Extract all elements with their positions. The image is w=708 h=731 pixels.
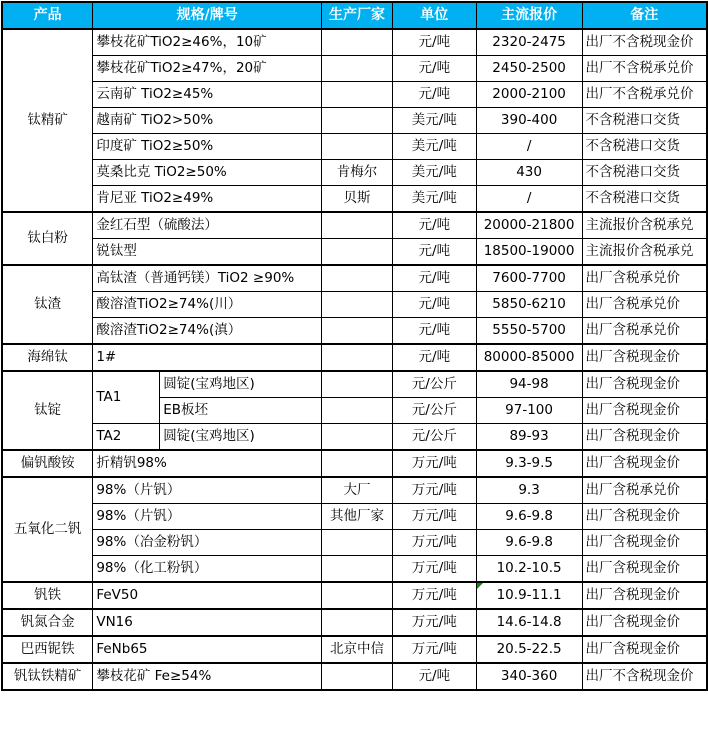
table-row xyxy=(2,424,707,451)
cell-price[interactable]: 430 xyxy=(476,160,582,186)
table-row xyxy=(2,212,707,239)
table-row xyxy=(2,530,707,556)
cell-note[interactable]: 出厂含税现金价 xyxy=(582,424,707,451)
table-row xyxy=(2,82,707,108)
cell-unit[interactable]: 元/公斤 xyxy=(392,398,476,424)
table-row xyxy=(2,318,707,345)
cell-maker[interactable] xyxy=(322,56,393,82)
header-cell-note[interactable]: 备注 xyxy=(582,2,707,29)
cell-price[interactable]: 5550-5700 xyxy=(476,318,582,345)
cell-maker[interactable] xyxy=(322,82,393,108)
cell-spec[interactable]: 攀枝花矿TiO2≥46%，10矿 xyxy=(93,29,322,56)
cell-note[interactable]: 出厂含税现金价 xyxy=(582,556,707,583)
cell-note[interactable]: 不含税港口交货 xyxy=(582,134,707,160)
cell-maker[interactable]: 北京中信 xyxy=(322,636,393,663)
cell-product[interactable]: 巴西铌铁 xyxy=(2,636,93,663)
cell-price[interactable]: 14.6-14.8 xyxy=(476,609,582,636)
table-row xyxy=(2,609,707,636)
cell-spec[interactable]: FeV50 xyxy=(93,582,322,609)
table-row xyxy=(2,636,707,663)
cell-note[interactable]: 出厂不含税现金价 xyxy=(582,663,707,690)
cell-spec[interactable]: 金红石型（硫酸法） xyxy=(93,212,322,239)
cell-product[interactable]: 海绵钛 xyxy=(2,344,93,371)
cell-product[interactable]: 偏钒酸铵 xyxy=(2,450,93,477)
cell-spec-form[interactable]: 圆锭(宝鸡地区) xyxy=(160,371,322,398)
cell-note[interactable]: 出厂不含税承兑价 xyxy=(582,56,707,82)
table-row xyxy=(2,239,707,266)
cell-note[interactable]: 不含税港口交货 xyxy=(582,186,707,213)
cell-note[interactable]: 主流报价含税承兑 xyxy=(582,239,707,266)
cell-price[interactable]: 97-100 xyxy=(476,398,582,424)
cell-unit[interactable]: 万元/吨 xyxy=(392,582,476,609)
cell-spec-form[interactable]: EB板坯 xyxy=(160,398,322,424)
cell-price[interactable]: 10.2-10.5 xyxy=(476,556,582,583)
cell-spec[interactable]: 高钛渣（普通钙镁）TiO2 ≥90% xyxy=(93,265,322,292)
cell-price[interactable]: 2000-2100 xyxy=(476,82,582,108)
cell-unit[interactable]: 元/吨 xyxy=(392,56,476,82)
header-row xyxy=(2,2,707,29)
cell-maker[interactable] xyxy=(322,582,393,609)
cell-product[interactable]: 钒钛铁精矿 xyxy=(2,663,93,690)
cell-maker[interactable] xyxy=(322,239,393,266)
cell-price[interactable]: 340-360 xyxy=(476,663,582,690)
cell-maker[interactable] xyxy=(322,134,393,160)
cell-price[interactable]: 20.5-22.5 xyxy=(476,636,582,663)
cell-maker[interactable] xyxy=(322,371,393,398)
cell-maker[interactable]: 贝斯 xyxy=(322,186,393,213)
cell-unit[interactable]: 美元/吨 xyxy=(392,134,476,160)
cell-spec[interactable]: 酸溶渣TiO2≥74%(川） xyxy=(93,292,322,318)
cell-spec[interactable]: 酸溶渣TiO2≥74%(滇） xyxy=(93,318,322,345)
table-row xyxy=(2,292,707,318)
cell-spec[interactable]: VN16 xyxy=(93,609,322,636)
cell-spec[interactable]: 莫桑比克 TiO2≥50% xyxy=(93,160,322,186)
cell-maker[interactable] xyxy=(322,556,393,583)
table-row xyxy=(2,160,707,186)
cell-price[interactable]: 9.3 xyxy=(476,477,582,504)
cell-unit[interactable]: 元/吨 xyxy=(392,318,476,345)
cell-maker[interactable] xyxy=(322,530,393,556)
cell-price[interactable]: 18500-19000 xyxy=(476,239,582,266)
cell-product[interactable]: 钛锭 xyxy=(2,371,93,450)
cell-maker[interactable]: 肯梅尔 xyxy=(322,160,393,186)
cell-spec[interactable]: 攀枝花矿 Fe≥54% xyxy=(93,663,322,690)
cell-price[interactable]: 94-98 xyxy=(476,371,582,398)
cell-unit[interactable]: 万元/吨 xyxy=(392,556,476,583)
cell-unit[interactable]: 元/吨 xyxy=(392,344,476,371)
cell-product[interactable]: 钛精矿 xyxy=(2,29,93,212)
cell-maker[interactable] xyxy=(322,29,393,56)
table-row xyxy=(2,371,707,398)
header-cell-price[interactable]: 主流报价 xyxy=(476,2,582,29)
cell-unit[interactable]: 美元/吨 xyxy=(392,160,476,186)
cell-unit[interactable]: 元/吨 xyxy=(392,29,476,56)
table-row xyxy=(2,504,707,530)
cell-maker[interactable] xyxy=(322,292,393,318)
cell-unit[interactable]: 万元/吨 xyxy=(392,530,476,556)
cell-spec[interactable]: 98%（片钒） xyxy=(93,477,322,504)
cell-spec[interactable]: 98%（片钒） xyxy=(93,504,322,530)
cell-price[interactable]: 2320-2475 xyxy=(476,29,582,56)
cell-note[interactable]: 出厂不含税承兑价 xyxy=(582,82,707,108)
cell-maker[interactable] xyxy=(322,450,393,477)
cell-unit[interactable]: 美元/吨 xyxy=(392,186,476,213)
cell-spec[interactable]: 1# xyxy=(93,344,322,371)
cell-note[interactable]: 不含税港口交货 xyxy=(582,160,707,186)
cell-maker[interactable] xyxy=(322,424,393,451)
cell-unit[interactable]: 元/公斤 xyxy=(392,424,476,451)
cell-unit[interactable]: 万元/吨 xyxy=(392,504,476,530)
cell-note[interactable]: 主流报价含税承兑 xyxy=(582,212,707,239)
cell-unit[interactable]: 元/公斤 xyxy=(392,371,476,398)
cell-maker[interactable] xyxy=(322,212,393,239)
cell-maker[interactable] xyxy=(322,108,393,134)
cell-spec[interactable]: 攀枝花矿TiO2≥47%，20矿 xyxy=(93,56,322,82)
cell-unit[interactable]: 元/吨 xyxy=(392,82,476,108)
table-row xyxy=(2,265,707,292)
header-cell-unit[interactable]: 单位 xyxy=(392,2,476,29)
price-table xyxy=(1,1,708,691)
cell-note[interactable]: 出厂含税现金价 xyxy=(582,450,707,477)
cell-unit[interactable]: 元/吨 xyxy=(392,212,476,239)
table-row xyxy=(2,582,707,609)
cell-price[interactable]: / xyxy=(476,134,582,160)
cell-spec[interactable]: 云南矿 TiO2≥45% xyxy=(93,82,322,108)
cell-spec[interactable]: 肯尼亚 TiO2≥49% xyxy=(93,186,322,213)
cell-maker[interactable] xyxy=(322,265,393,292)
cell-product[interactable]: 钒铁 xyxy=(2,582,93,609)
cell-spec[interactable]: FeNb65 xyxy=(93,636,322,663)
cell-product[interactable]: 五氧化二钒 xyxy=(2,477,93,582)
cell-unit[interactable]: 万元/吨 xyxy=(392,636,476,663)
table-row xyxy=(2,450,707,477)
table-row xyxy=(2,29,707,56)
cell-maker[interactable] xyxy=(322,344,393,371)
cell-spec[interactable]: 越南矿 TiO2>50% xyxy=(93,108,322,134)
cell-price[interactable]: 9.6-9.8 xyxy=(476,504,582,530)
cell-price[interactable]: 9.6-9.8 xyxy=(476,530,582,556)
table-row xyxy=(2,134,707,160)
cell-note[interactable]: 出厂含税承兑价 xyxy=(582,265,707,292)
cell-price[interactable]: 89-93 xyxy=(476,424,582,451)
cell-note[interactable]: 出厂不含税现金价 xyxy=(582,29,707,56)
cell-price[interactable]: 9.3-9.5 xyxy=(476,450,582,477)
cell-error-marker-icon xyxy=(477,583,483,589)
header-cell-spec[interactable]: 规格/牌号 xyxy=(93,2,322,29)
cell-note[interactable]: 出厂含税承兑价 xyxy=(582,318,707,345)
cell-spec[interactable]: 印度矿 TiO2≥50% xyxy=(93,134,322,160)
cell-spec-grade[interactable]: TA1 xyxy=(93,371,160,424)
cell-unit[interactable]: 美元/吨 xyxy=(392,108,476,134)
cell-unit[interactable]: 万元/吨 xyxy=(392,477,476,504)
cell-maker[interactable] xyxy=(322,318,393,345)
cell-price[interactable]: 20000-21800 xyxy=(476,212,582,239)
cell-unit[interactable]: 元/吨 xyxy=(392,239,476,266)
header-cell-maker[interactable]: 生产厂家 xyxy=(322,2,393,29)
cell-note[interactable]: 出厂含税承兑价 xyxy=(582,477,707,504)
cell-note[interactable]: 出厂含税现金价 xyxy=(582,344,707,371)
cell-product[interactable]: 钛白粉 xyxy=(2,212,93,265)
cell-product[interactable]: 钛渣 xyxy=(2,265,93,344)
cell-note[interactable]: 出厂含税现金价 xyxy=(582,504,707,530)
cell-price[interactable]: 390-400 xyxy=(476,108,582,134)
table-row xyxy=(2,477,707,504)
cell-note[interactable]: 出厂含税现金价 xyxy=(582,398,707,424)
table-row xyxy=(2,56,707,82)
cell-maker[interactable] xyxy=(322,663,393,690)
cell-spec-form[interactable]: 圆锭(宝鸡地区) xyxy=(160,424,322,451)
cell-spec[interactable]: 98%（冶金粉钒） xyxy=(93,530,322,556)
cell-note[interactable]: 出厂含税现金价 xyxy=(582,582,707,609)
table-row xyxy=(2,556,707,583)
cell-note[interactable]: 出厂含税承兑价 xyxy=(582,292,707,318)
cell-price[interactable]: 5850-6210 xyxy=(476,292,582,318)
cell-maker[interactable]: 其他厂家 xyxy=(322,504,393,530)
header-cell-product[interactable]: 产品 xyxy=(2,2,93,29)
cell-maker[interactable] xyxy=(322,398,393,424)
cell-note[interactable]: 出厂含税现金价 xyxy=(582,609,707,636)
table-row xyxy=(2,344,707,371)
cell-price[interactable]: 2450-2500 xyxy=(476,56,582,82)
cell-spec[interactable]: 98%（化工粉钒） xyxy=(93,556,322,583)
cell-unit[interactable]: 万元/吨 xyxy=(392,609,476,636)
cell-spec[interactable]: 锐钛型 xyxy=(93,239,322,266)
cell-spec[interactable]: 折精钒98% xyxy=(93,450,322,477)
cell-unit[interactable]: 元/吨 xyxy=(392,265,476,292)
cell-price[interactable]: 80000-85000 xyxy=(476,344,582,371)
table-row xyxy=(2,108,707,134)
cell-price[interactable]: 7600-7700 xyxy=(476,265,582,292)
cell-unit[interactable]: 万元/吨 xyxy=(392,450,476,477)
cell-price[interactable]: / xyxy=(476,186,582,213)
cell-maker[interactable]: 大厂 xyxy=(322,477,393,504)
cell-note[interactable]: 不含税港口交货 xyxy=(582,108,707,134)
cell-unit[interactable]: 元/吨 xyxy=(392,663,476,690)
cell-unit[interactable]: 元/吨 xyxy=(392,292,476,318)
cell-spec-grade[interactable]: TA2 xyxy=(93,424,160,451)
cell-note[interactable]: 出厂含税现金价 xyxy=(582,636,707,663)
table-row xyxy=(2,186,707,213)
table-row xyxy=(2,663,707,690)
cell-maker[interactable] xyxy=(322,609,393,636)
cell-product[interactable]: 钒氮合金 xyxy=(2,609,93,636)
cell-note[interactable]: 出厂含税现金价 xyxy=(582,371,707,398)
cell-price[interactable]: 10.9-11.1 xyxy=(476,582,582,609)
cell-note[interactable]: 出厂含税现金价 xyxy=(582,530,707,556)
